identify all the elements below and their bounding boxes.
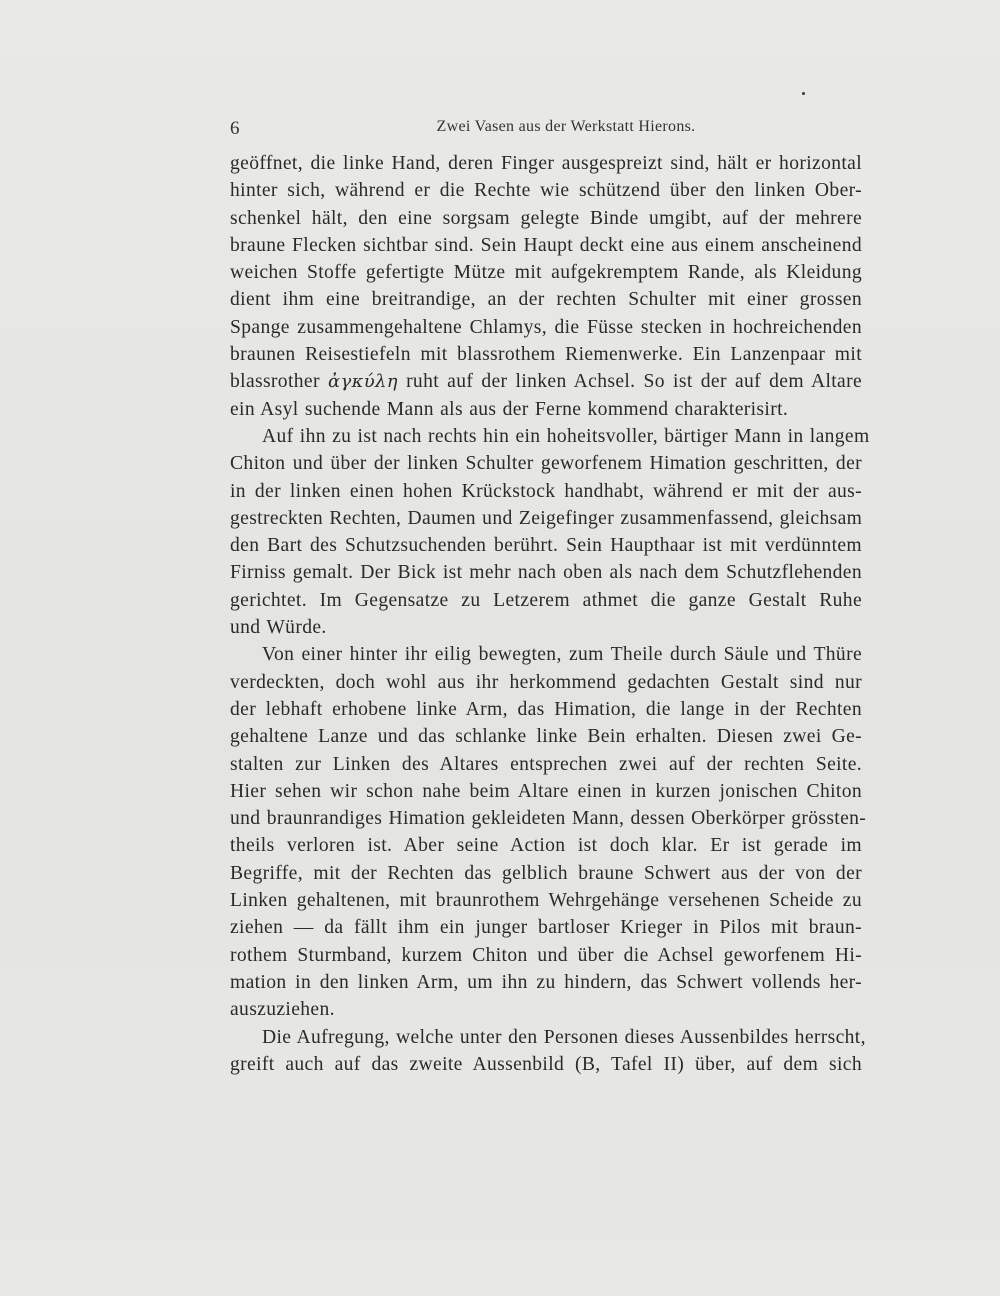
text-line: der lebhaft erhobene linke Arm, das Himation, die lange in der Rechten xyxy=(230,698,862,720)
paragraph-3 xyxy=(230,641,867,1023)
text-line: schenkel hält, den eine sorgsam gelegte Binde umgibt, auf der mehrere xyxy=(230,207,862,229)
text-line: ein Asyl suchende Mann als aus der Ferne kommend charakterisirt. xyxy=(230,398,789,420)
text-line: Linken gehaltenen, mit braunrothem Wehrgehänge versehenen Scheide zu xyxy=(230,890,862,912)
body-text xyxy=(230,150,870,1078)
page-number: 6 xyxy=(230,118,240,139)
text-line: Spange zusammengehaltene Chlamys, die Füsse stecken in hochreichenden xyxy=(230,316,862,338)
text-line: dient ihm eine breitrandige, an der rechten Schulter mit einer grossen xyxy=(230,289,862,311)
text-line: Von einer hinter ihr eilig bewegten, zum Theile durch Säule und Thüre xyxy=(262,644,862,666)
text-line: mation in den linken Arm, um ihn zu hindern, das Schwert vollends her- xyxy=(230,971,862,993)
text-line: Chiton und über der linken Schulter geworfenem Himation geschritten, der xyxy=(230,453,862,475)
text-line: theils verloren ist. Aber seine Action ist doch klar. Er ist gerade im xyxy=(230,835,862,857)
text-line: gerichtet. Im Gegensatze zu Letzerem athmet die ganze Gestalt Ruhe xyxy=(230,589,862,611)
paragraph-4 xyxy=(230,1024,866,1079)
text-line: Hier sehen wir schon nahe beim Altare einen in kurzen jonischen Chiton xyxy=(230,780,862,802)
text-line: auszuziehen. xyxy=(230,999,335,1021)
text-line: geöffnet, die linke Hand, deren Finger ausgespreizt sind, hält er horizontal xyxy=(230,153,862,174)
text-line: gestreckten Rechten, Daumen und Zeigefinger zusammenfassend, gleichsam xyxy=(230,507,863,529)
text-line: Firniss gemalt. Der Bick ist mehr nach oben als nach dem Schutzflehenden xyxy=(230,562,862,584)
text-line: Auf ihn zu ist nach rechts hin ein hoheitsvoller, bärtiger Mann in langem xyxy=(262,425,870,447)
text-line: Die Aufregung, welche unter den Personen dieses Aussenbildes herrscht, xyxy=(262,1026,866,1048)
text-line: Begriffe, mit der Rechten das gelblich braune Schwert aus der von der xyxy=(230,862,862,884)
text-line: hinter sich, während er die Rechte wie schützend über den linken Ober- xyxy=(230,180,862,202)
text-line-with-greek xyxy=(230,368,862,395)
text-line: und braunrandiges Himation gekleideten Mann, dessen Oberkörper grössten- xyxy=(230,808,867,830)
text-line: stalten zur Linken des Altares entsprechen zwei auf der rechten Seite. xyxy=(230,753,862,775)
paragraph-1 xyxy=(230,150,862,423)
text-line: und Würde. xyxy=(230,617,327,639)
text-line: braunen Reisestiefeln mit blassrothem Riemenwerke. Ein Lanzenpaar mit xyxy=(230,344,862,366)
text-line: rothem Sturmband, kurzem Chiton und über die Achsel geworfenem Hi- xyxy=(230,944,862,966)
greek-word: ἀγκύλη xyxy=(327,371,398,393)
text-line: in der linken einen hohen Krückstock handhabt, während er mit der aus- xyxy=(230,480,862,502)
ink-speck xyxy=(802,92,805,95)
text-line: greift auch auf das zweite Aussenbild (B, Tafel II) über, auf dem sich xyxy=(230,1053,862,1075)
greek-line-after: ruht auf der linken Achsel. So ist der auf dem Altare xyxy=(406,371,863,393)
text-line: weichen Stoffe gefertigte Mütze mit aufgekremptem Rande, als Kleidung xyxy=(230,262,862,284)
text-line: verdeckten, doch wohl aus ihr herkommend gedachten Gestalt sind nur xyxy=(230,671,862,693)
text-line: den Bart des Schutzsuchenden berührt. Sein Haupthaar ist mit verdünntem xyxy=(230,535,862,557)
page-header xyxy=(230,118,862,144)
paragraph-2 xyxy=(230,423,870,641)
text-line: ziehen — da fällt ihm ein junger bartloser Krieger in Pilos mit braun- xyxy=(230,917,862,939)
text-line: braune Flecken sichtbar sind. Sein Haupt deckt eine aus einem anscheinend xyxy=(230,234,862,256)
text-line: gehaltene Lanze und das schlanke linke Bein erhalten. Diesen zwei Ge- xyxy=(230,726,862,748)
running-title: Zwei Vasen aus der Werkstatt Hierons. xyxy=(436,118,696,135)
greek-line-before: blassrother xyxy=(230,371,320,393)
